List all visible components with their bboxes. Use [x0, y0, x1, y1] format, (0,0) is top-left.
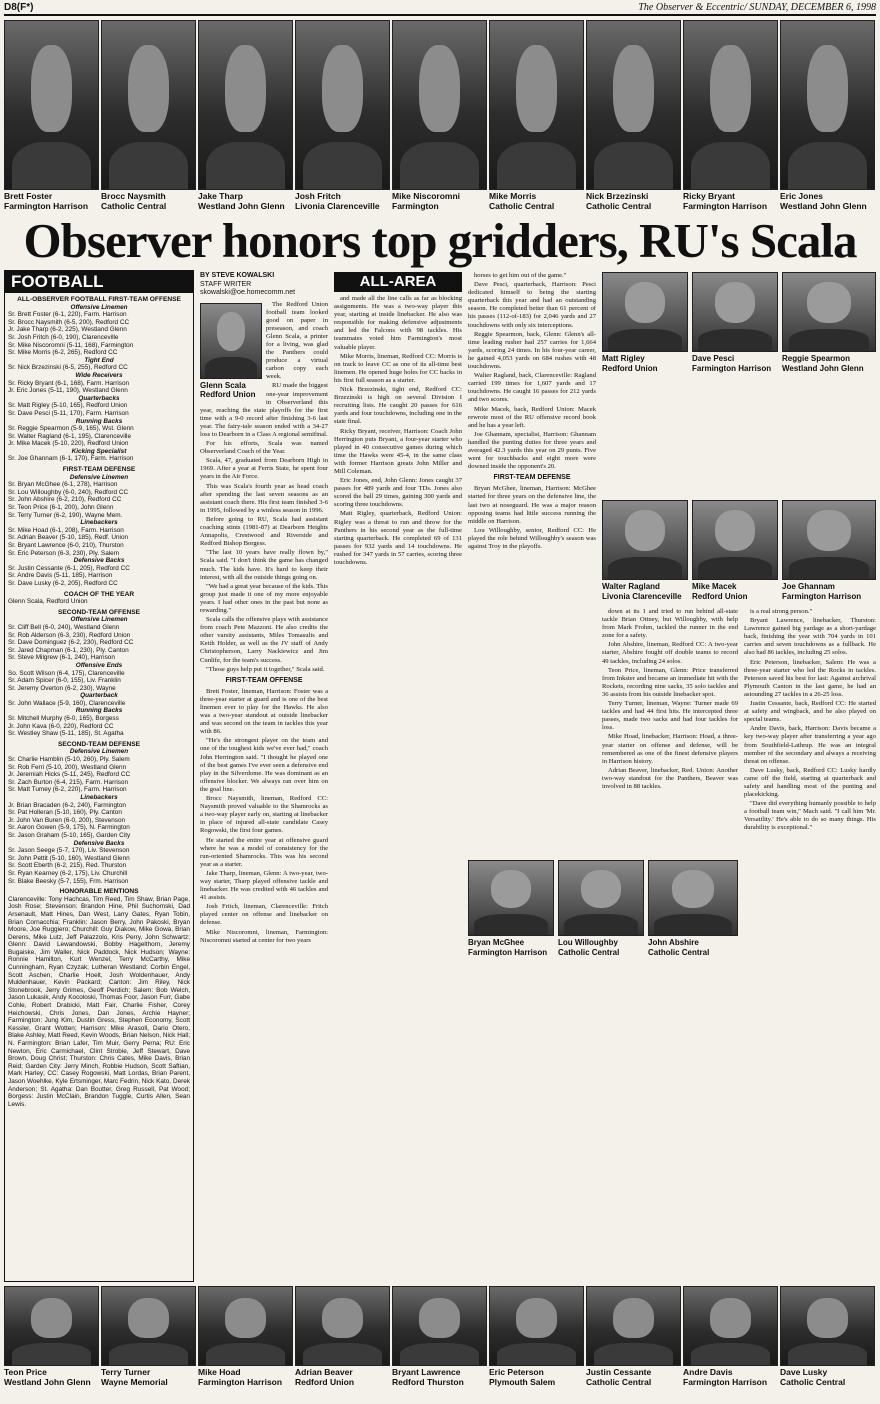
player-photo	[101, 1286, 196, 1366]
story-paragraph: RU made the biggest one-year improvement in Observerland this year, reaching the state playoffs for the first time with a 9-0 record after finishing 3-6 last year. The fairy-tale season ended with a 34-27 loss to Dearborn in a Class A regional semifinal.	[200, 382, 328, 438]
story-paragraph: Nick Brzezinski, tight end, Redford CC: Brzezinski is high on several Division I recruiting lists. He caught 20 passes for 616 yards and four touchdowns, including one in the state final.	[334, 386, 462, 426]
player-name: Mike Morris	[489, 191, 537, 201]
roster-entry: Sr. Aaron Gowen (5-9, 175), N. Farmington	[8, 824, 130, 832]
player-photo	[489, 1286, 584, 1366]
top-player-card	[489, 20, 584, 211]
story-paragraph: He started the entire year at offensive guard where he was a model of consistency for the run-oriented Shamrocks. This was his second year as a starter.	[200, 836, 328, 868]
story-paragraph: Mike Macek, back, Redford Union: Macek rewrote most of the RU offensive record book and he has a year left.	[468, 405, 596, 429]
col1-after-paragraphs	[200, 688, 328, 945]
story-paragraph: Josh Fritch, lineman, Clarenceville: Fritch played center on offense and linebacker on defense.	[200, 903, 328, 927]
player-school: Farmington Harrison	[683, 1377, 768, 1387]
roster-entry: Sr. Ricky Bryant (6-1, 168), Farm. Harrison	[8, 379, 130, 387]
roster-entry: Sr. Scott Eberth (6-2, 215), Red. Thurston	[8, 862, 127, 870]
position-label: Running Backs	[75, 417, 123, 425]
story-paragraph: "The last 10 years have really flown by," Scala said. "I don't think the game has changed much. The kids have. It's hard to keep their interest, with all the outside things going on.	[200, 549, 328, 581]
story-paragraph: Dave Lusky, back, Redford CC: Lusky hardly came off the field, starting at quarterback and safety and handling most of the punting and placekicking.	[744, 766, 876, 799]
page-label: D8(F*)	[4, 2, 34, 13]
roster-entry: Sr. Lou Willoughby (6-0, 240), Redford CC	[8, 488, 129, 496]
player-photo	[683, 20, 778, 190]
bottom-player-card	[489, 1286, 584, 1387]
honorable-mentions: Clarenceville: Tony Hachcas, Tim Reed, Tim Shaw, Brian Page, Josh Rose; Stevenson: Brandon Hine, Phil Suchomski, Dad Arsenault, Matt Hines, Dan West, Larry Gates, Ryan Tobin, Brian Cornacchia; Franklin: Jason Berry, John Pakoski, Bryan Moore, Joe Ruggiero; Churchill: Guy Diakow, Mike Gowa, Brian Derens, Mike Lutz, Jeff Palazzolo, Kris Perry, John Schwartz; Glenn: David Lewandowski, Bobby Hagelthorn, Jeremy Bugaiske, Jim Waller, Nick Paddock, Nick Hudson; Wayne: Ronnie Hamilton, Kurt Wenzel, Terry McCarthy, Mike Cunningham, Ryan Czyzak; Lutheran Westland: Corbin Engel, Scott Aschen, Charlie Hoelt, Josh Woldenhauer, Andy Muldenhauer, Kevin Packard; Canton: Jim Riley, Nick Stonebrook, Jerry Grimes, Geoff Perdich; Salem: Bob Welch, Jason Lukasik, Andy Kocoloski, Thomas Foor, Jason Furr, Gabe Cohle, Robert Drabicki, Matt Fair, Charlie Fisher, Corey Heichowski, Chris Jones, Dan Jones, Archie Hayner; Farmington: Jung Kim, Dustin Gress, Stephen Economy, Scott Kessler, Grant Wotten; Harrison: Mike Arasoll, Dario Otero, Blake Ashley, Matt Reed, Kevin Woods, Brian Nelson, Nick Hall; N. Farmington: Brian Lafer, Tim Muir, Gerry Perna; RU: Eric Newton, Eric Carmichael, Clint Strobie, Jeff Stewart, Dave Brown, Doug Christ; Thurston: Chris Cates, Mike Davis, Brian Reid; Garden City: Jerry Minch, Robbie Hudson, Scott Saftian, Mark Harley; CC: Casey Rogowski, Matt Lordas, Brian Parent, Jason Woehlke, Kyle Ertsminger, Marc Fedrin, Nick Kato, Derek Anderson; St. Agatha: Dan Boutter, Greg Russell, Pat Wood; Borgess: Justin McClain, Brandon Tuggle, Curtis Allen, Sean Lewis.	[8, 895, 190, 1108]
story-column-3	[468, 272, 596, 852]
roster-entry: Jr. John Van Buren (6-0, 200), Stevenson	[8, 816, 126, 824]
position-label: Defensive Backs	[73, 839, 125, 847]
inset-player-photo	[692, 272, 778, 352]
roster-entry: Sr. Matt Rigley (5-10, 165), Redford Union	[8, 402, 128, 410]
player-school: Westland John Glenn	[780, 201, 867, 211]
story-paragraph: Mike Morris, lineman, Redford CC: Morris is on track to leave CC as one of its all-time best linemen. He opened huge holes for CC backs in his first full season as a starter.	[334, 352, 462, 384]
roster-entry: Sr. Adam Spicer (6-0, 155), Liv. Franklin	[8, 677, 121, 685]
inset-player-photo	[782, 500, 876, 580]
masthead: The Observer & Eccentric/ SUNDAY, DECEMBER 6, 1998	[638, 2, 876, 13]
player-name: Brett Foster	[4, 191, 53, 201]
story-paragraph: Brocc Naysmith, lineman, Redford CC: Naysmith proved valuable to the Shamrocks as a two-way player early on, starting at linebacker in place of injured all-state candidate Casey Rogowski, the first four games.	[200, 795, 328, 835]
player-photo	[4, 1286, 99, 1366]
bottom-photo-row	[4, 1286, 875, 1387]
roster-entry: Sr. Mike Hoad (6-1, 208), Farm. Harrison	[8, 526, 124, 534]
story-paragraph: Walter Ragland, back, Clarenceville: Ragland carried 199 times for 1,607 yards and 17 touchdowns. He caught 16 passes for 212 yards and two scores.	[468, 372, 596, 404]
roster-entry: Sr. Bryan McGhee (6-1, 278), Harrison	[8, 481, 118, 489]
coach-photo	[200, 303, 262, 379]
inset-player-caption	[782, 354, 876, 373]
roster-entry: Jr. John Kava (6-0, 220), Redford CC	[8, 722, 114, 730]
player-school: Livonia Clarenceville	[602, 591, 682, 601]
player-school: Westland John Glenn	[782, 363, 864, 373]
roster-entry: Sr. Jason Graham (5-10, 165), Garden City	[8, 831, 131, 839]
player-school: Catholic Central	[586, 201, 652, 211]
position-label: Offensive Linemen	[70, 303, 128, 311]
story-paragraph: Eric Jones, end, John Glenn: Jones caught 37 passes for 489 yards and four TDs. Jones also scored the ball 29 times, gaining 300 yards and scoring three touchdowns.	[334, 477, 462, 509]
roster-entry: Sr. Rob Alderson (6-3, 230), Redford Union	[8, 631, 131, 639]
roster-entry: Sr. Adrian Beaver (5-10, 185), Redf. Union	[8, 534, 129, 542]
player-name: Dave Lusky	[780, 1367, 828, 1377]
story-paragraph: Justin Cessante, back, Redford CC: He started at safety and wingback, and he also played on special teams.	[744, 700, 876, 724]
bottom-player-card	[198, 1286, 293, 1387]
player-photo	[392, 1286, 487, 1366]
roster-entry: Sr. Jared Chapman (6-1, 230), Ply. Canton	[8, 646, 129, 654]
story-paragraph: "Those guys help put it together," Scala said.	[206, 665, 325, 673]
bottom-player-card	[683, 1286, 778, 1387]
player-name: Lou Willoughby	[558, 938, 618, 947]
position-label: Quarterbacks	[78, 394, 120, 402]
roster-entry: Sr. Westley Shaw (5-11, 185), St. Agatha	[8, 730, 124, 738]
player-name: Adrian Beaver	[295, 1367, 353, 1377]
player-school: Westland John Glenn	[4, 1377, 91, 1387]
story-paragraph: and made all the line calls as far as blocking assignments. He was a two-way player this year, starting at inside linebacker. He also was responsible for making defensive adjustments and led the Falcons with 98 tackles. His teammates voted him Farmington's most valuable player.	[334, 295, 462, 351]
roster-entry: Sr. Steve Milgrew (6-1, 240), Harrison	[8, 654, 115, 662]
inset-player-caption	[602, 354, 688, 373]
position-label: Offensive Linemen	[70, 616, 128, 624]
roster-entry: Sr. Nick Brzezinski (6-5, 255), Redford CC	[8, 364, 128, 372]
player-photo	[586, 20, 681, 190]
player-name: Mike Niscoromni	[392, 191, 461, 201]
sidebar-section-heading: COACH OF THE YEAR	[63, 590, 135, 598]
roster-entry: Sr. Pat Holleran (5-10, 160), Ply. Canton	[8, 809, 122, 817]
position-label: Defensive Linemen	[69, 748, 129, 756]
player-school: Wayne Memorial	[101, 1377, 168, 1387]
player-school: Catholic Central	[780, 1377, 846, 1387]
football-sidebar	[4, 270, 194, 1282]
player-name: Matt Rigley	[602, 354, 645, 363]
roster-entry: Sr. Matt Tumey (6-2, 220), Farm. Harrison	[8, 786, 127, 794]
top-player-card	[295, 20, 390, 211]
top-player-card	[198, 20, 293, 211]
player-school: Farmington Harrison	[4, 201, 89, 211]
story-paragraph: Matt Rigley, quarterback, Redford Union: Rigley was a threat to run and throw for the Panthers in his second year as the full-time starting quarterback. He completed 69 of 131 passes for 932 yards and 14 touchdowns. He rushed for 347 yards in 57 carries, scoring three touchdowns.	[334, 510, 462, 566]
byline-name: BY STEVE KOWALSKI	[200, 272, 275, 279]
roster-entry: Sr. Justin Cessante (6-1, 205), Redford CC	[8, 564, 130, 572]
player-photo	[295, 1286, 390, 1366]
top-player-card	[586, 20, 681, 211]
story-paragraph: "Dave did everything humanly possible to help a football team win," Mach said. "I call him 'Mr. Versatility.' He's able to do so many things. His durability is exceptional."	[744, 800, 876, 832]
player-school: Livonia Clarenceville	[295, 201, 380, 211]
story-paragraph: The Redford Union football team looked good on paper in preseason, and coach Glenn Scala, a printer for a living, was glad the Panthers could produce a virtual carbon copy each week.	[266, 300, 328, 381]
roster-entry: So. Scott Wilson (6-4, 175), Clarenceville	[8, 669, 125, 677]
player-name: Dave Pesci	[692, 354, 735, 363]
inset-player-caption	[692, 354, 778, 373]
sidebar-section-heading: ALL-OBSERVER FOOTBALL FIRST-TEAM OFFENSE	[17, 296, 181, 303]
story-paragraph: Before going to RU, Scala had assistant coaching stints (1981-87) at Dearborn Heights Annapolis, Crestwood and Riverside and Redford Bishop Borgess.	[200, 515, 328, 548]
player-school: Farmington Harrison	[782, 591, 862, 601]
position-label: Running Backs	[75, 707, 123, 715]
story-column-2	[334, 272, 462, 872]
roster-entry: Sr. Brocc Naysmith (6-5, 200), Redford CC	[8, 318, 130, 326]
roster-entry: Sr. Mike Niscoromni (5-11, 168), Farmington	[8, 341, 134, 349]
col3-subhead: FIRST-TEAM DEFENSE	[493, 474, 571, 482]
player-school: Catholic Central	[586, 1377, 652, 1387]
sidebar-section-heading: FIRST-TEAM DEFENSE	[62, 466, 136, 474]
top-player-card	[780, 20, 875, 211]
player-school: Plymouth Salem	[489, 1377, 556, 1387]
story-paragraph: John Abshire, lineman, Redford CC: A two-year starter, Abshire fought off double teams to record 49 tackles, including 24 solos.	[602, 641, 738, 665]
player-school: Redford Thurston	[392, 1377, 464, 1387]
top-player-card	[392, 20, 487, 211]
player-school: Catholic Central	[101, 201, 167, 211]
story-paragraph: Andre Davis, back, Harrison: Davis became a key two-way player after transferring a year ago from Southfield-Lathrup. He was an integral member of the secondary and always a receiving threat on offense.	[744, 725, 876, 765]
sidebar-title: FOOTBALL	[5, 271, 193, 293]
inset-player-caption	[692, 582, 778, 601]
story-paragraph: Bryan McGhee, lineman, Harrison: McGhee started for three years on the defensive line, the last two at noseguard. He was a major reason opposing teams had little success running the middle on Harrison.	[468, 485, 596, 525]
roster-entry: Sr. John Abshire (6-2, 210), Redford CC	[8, 496, 122, 504]
bottom-player-card	[295, 1286, 390, 1387]
coach-caption-school: Redford Union	[200, 390, 256, 399]
story-paragraph: down at its 1 and tried to run behind all-state tackle Brian Ottney, but Willoughby, with help from Mark Frohm, tackled the runner in the end zone for a safety.	[602, 608, 738, 640]
story-column-1	[200, 272, 328, 1262]
player-school: Redford Union	[295, 1377, 355, 1387]
bottom-player-card	[4, 1286, 99, 1387]
story-paragraph: Joe Ghannam, specialist, Harrison: Ghannam handled the punting duties for three years and averaged 42.3 yards this year on 29 punts. Five went for touchbacks and eight more were downed inside the opponent's 20.	[468, 430, 596, 471]
col3-after-paragraphs	[468, 485, 596, 551]
roster-entry: Sr. John Wallace (5-9, 160), Clarenceville	[8, 699, 126, 707]
story-paragraph: Lou Willoughby, senior, Redford CC: He played the role behind Willoughby's season was against Troy in the playoffs.	[468, 526, 596, 550]
position-label: Quarterback	[80, 692, 118, 700]
player-school: Redford Union	[692, 591, 748, 601]
coach-photo-box	[200, 303, 262, 401]
player-photo	[101, 20, 196, 190]
honorable-heading: HONORABLE MENTIONS	[59, 888, 139, 896]
roster-entry: Sr. Walter Ragland (6-1, 195), Clarenceville	[8, 432, 132, 440]
inset-player-caption	[558, 938, 644, 957]
player-name: Eric Peterson	[489, 1367, 544, 1377]
story-column-5	[744, 608, 876, 1258]
roster-entry: Sr. Teon Price (6-1, 200), John Glenn	[8, 504, 114, 512]
roster-entry: Jr. Brian Bracaden (6-2, 240), Farmington	[8, 801, 126, 809]
player-name: Terry Turner	[101, 1367, 151, 1377]
player-name: Reggie Spearmon	[782, 354, 851, 363]
player-school: Farmington	[392, 201, 439, 211]
roster-entry: Sr. Mike Morris (6-2, 265), Redford CC	[8, 349, 118, 357]
byline-email: skowalski@oe.homecomm.net	[200, 289, 296, 296]
inset-player-photo	[782, 272, 876, 352]
roster-entry: Jr. Jeremiah Hicks (5-11, 245), Redford CC	[8, 771, 131, 779]
story-paragraph: Teon Price, lineman, Glenn: Price transferred from Inkster and became an immediate hit with the Rockets, recording nine sacks, 35 solo tackles and 36 assists from his outside linebacker spot.	[602, 666, 738, 698]
position-label: Linebackers	[80, 794, 118, 801]
story-paragraph: "We had a great year because of the kids. This group just made it one of my more enjoyable years. I had other ones in the past but none as rewarding."	[200, 582, 328, 614]
page-header	[4, 2, 876, 16]
story-paragraph: Dave Pesci, quarterback, Harrison: Pesci dedicated himself to being the starting quarterback this year and had an outstanding season. He completed better than 61 percent of his passes (112-of-183) for 2,046 yards and 27 touchdowns with only six interceptions.	[468, 281, 596, 329]
player-photo	[198, 20, 293, 190]
player-name: Jake Tharp	[198, 191, 243, 201]
player-name: Ricky Bryant	[683, 191, 735, 201]
player-photo	[198, 1286, 293, 1366]
player-name: Mike Hoad	[198, 1367, 241, 1377]
story-paragraph: Mike Niscoromni, lineman, Farmington: Niscoromni started at center for two years	[200, 928, 328, 944]
roster-entry: Sr. Jason Seege (5-7, 170), Liv. Stevenson	[8, 847, 130, 855]
position-label: Linebackers	[80, 519, 118, 527]
roster-entry: Sr. Ryan Kearney (6-2, 175), Liv. Churchill	[8, 869, 128, 877]
roster-entry: Sr. Cliff Bell (6-0, 240), Westland Glenn	[8, 623, 120, 631]
coach-caption-name: Glenn Scala	[200, 380, 246, 390]
inset-player-photo	[602, 500, 688, 580]
headline: Observer honors top gridders, RU's Scala	[23, 213, 857, 268]
player-name: Andre Davis	[683, 1367, 733, 1377]
player-school: Farmington Harrison	[198, 1377, 283, 1387]
col1-subhead: FIRST-TEAM OFFENSE	[225, 676, 303, 684]
player-name: John Abshire	[648, 938, 699, 947]
roster-entry: Sr. Andre Davis (5-11, 185), Harrison	[8, 572, 113, 580]
story-paragraph: Ricky Bryant, receiver, Harrison: Coach John Herrington puts Bryant, a four-year starter who played in 40 consecutive games during which time the Hawks were 45-4, in the same class with former Harrison greats John Miller and Mill Coleman.	[334, 427, 462, 475]
story-paragraph: Jake Tharp, lineman, Glenn: A two-year, two-way starter, Tharp played offensive tackle and linebacker. He was credited with 46 tackles and 41 assists.	[200, 869, 328, 902]
player-school: Catholic Central	[489, 201, 555, 211]
roster-entry: Sr. Charlie Hamblin (5-10, 260), Ply. Salem	[8, 756, 130, 764]
bottom-player-card	[101, 1286, 196, 1387]
player-photo	[780, 20, 875, 190]
player-photo	[489, 20, 584, 190]
player-name: Nick Brzezinski	[586, 191, 649, 201]
roster-entry: Sr. Dave Lusky (6-2, 205), Redford CC	[8, 579, 118, 587]
player-name: Joe Ghannam	[782, 582, 835, 591]
player-name: Walter Ragland	[602, 582, 660, 591]
position-label: Offensive Ends	[75, 661, 123, 669]
all-area-label: ALL-AREA	[334, 272, 462, 292]
story-paragraph: Terry Turner, lineman, Wayne: Turner made 69 tackles and had 44 first hits. He intercepted three passes, made two sacks and had four tackles for loss.	[602, 700, 738, 732]
bottom-player-card	[392, 1286, 487, 1387]
roster-entry: Sr. Terry Turner (6-2, 190), Wayne Mem.	[8, 511, 123, 519]
story-paragraph: This was Scala's fourth year as head coach after spending the last seven seasons as an assistant coach there. His first team finished 3-6 in 1995, followed by a winless season in 1996.	[200, 482, 328, 514]
player-name: Josh Fritch	[295, 191, 341, 201]
roster-entry: Sr. Blake Beesky (5-7, 155), Frm. Harrison	[8, 877, 129, 885]
bottom-player-card	[586, 1286, 681, 1387]
position-label: Defensive Linemen	[69, 473, 129, 481]
player-photo	[780, 1286, 875, 1366]
roster-entry: Sr. Bryant Lawrence (6-0, 210), Thurston	[8, 542, 124, 549]
story-paragraph: horses to get him out of the game."	[474, 272, 567, 279]
position-label: Wide Receivers	[75, 371, 123, 379]
roster-entry: Sr. Dave Dominguez (6-2, 230), Redford CC	[8, 639, 134, 647]
top-player-card	[4, 20, 99, 211]
inset-player-caption	[648, 938, 738, 957]
bottom-player-card	[780, 1286, 875, 1387]
player-name: Bryant Lawrence	[392, 1367, 461, 1377]
story-paragraph: Scala, 47, graduated from Dearborn High in 1969. After a year at Ferris State, he spent four years in the Air Force.	[200, 457, 328, 481]
inset-player-photo	[692, 500, 778, 580]
sidebar-section-heading: SECOND-TEAM DEFENSE	[57, 740, 141, 748]
story-paragraph: Eric Peterson, linebacker, Salem: He was a three-year starter who led the Rocks in tackles. Peterson saved his best for last: Against archrival Plymouth Canton in the last game, he had an astounding 27 tackles in a 26-25 loss.	[744, 658, 876, 698]
player-school: Westland John Glenn	[198, 201, 285, 211]
roster-entry: Sr. Mitchell Murphy (6-0, 165), Borgess	[8, 715, 119, 723]
inset-player-caption	[602, 582, 688, 601]
story-paragraph: is a real strong person."	[750, 608, 813, 615]
roster-entry: Sr. Zach Burton (6-4, 215), Farm. Harrison	[8, 778, 129, 786]
player-school: Farmington Harrison	[468, 947, 548, 957]
col4-paragraphs	[602, 608, 738, 791]
player-photo	[392, 20, 487, 190]
roster-entry: Sr. Reggie Spearmon (5-9, 165), Wst. Glenn	[8, 425, 134, 433]
story-paragraph: Scala calls the offensive plays with assistance from coach Pete Mazzoni. He also credits the other varsity assistants, Miles Tomasulis and Keith Holder, as well as the JV staff of Andy Christopherson, Larry Nackiewicz and Jim Cunlife, for the team's success.	[200, 616, 328, 664]
roster-entry: Sr. Dave Pesci (5-11, 170), Farm. Harrison	[8, 409, 129, 417]
inset-player-photo	[648, 860, 738, 936]
player-name: Mike Macek	[692, 582, 737, 591]
coach-photo-caption	[200, 381, 256, 400]
player-school: Catholic Central	[558, 947, 620, 957]
story-paragraph: "He's the strongest player on the team and one of the toughest kids we've ever had," coach John Herrington said. "I thought he played one of the best games I've ever seen a defensive end play in the Silverdome. He was dominant as an offensive blocker. We always ran over him on the goal line.	[200, 737, 328, 793]
player-school: Farmington Harrison	[683, 201, 768, 211]
roster-entry: Sr. Rob Ferri (5-10, 200), Westland Glenn	[8, 763, 127, 771]
roster-entry: Jr. Eric Jones (5-11, 190), Westland Glenn	[8, 387, 128, 395]
inset-player-caption	[782, 582, 876, 601]
col3-paragraphs	[468, 272, 596, 471]
player-photo	[4, 20, 99, 190]
roster-entry: Sr. Brett Foster (6-1, 220), Farm. Harrison	[8, 311, 127, 319]
roster-entry: Jr. Jake Tharp (6-2, 225), Westland Glenn	[8, 326, 127, 334]
inset-player-photo	[468, 860, 554, 936]
top-player-card	[101, 20, 196, 211]
col5-paragraphs	[744, 608, 876, 833]
roster-entry: Jr. Mike Macek (5-10, 220), Redford Union	[8, 440, 129, 448]
byline-title: STAFF WRITER	[200, 280, 252, 288]
roster-entry: Sr. Josh Fritch (6-0, 190), Clarenceville	[8, 333, 119, 341]
top-photo-row	[4, 20, 875, 211]
player-name: Teon Price	[4, 1367, 47, 1377]
story-paragraph: For his efforts, Scala was named Observerland Coach of the Year.	[200, 440, 328, 456]
player-school: Farmington Harrison	[692, 363, 772, 373]
player-name: Bryan McGhee	[468, 938, 525, 947]
col2-paragraphs	[334, 295, 462, 567]
story-paragraph: Mike Hoad, linebacker, Harrison: Hoad, a three-year starter on offense and defense, will be remembered as one of the finest defensive players in Harrison history.	[602, 733, 738, 765]
player-name: Brocc Naysmith	[101, 191, 166, 201]
roster-entry: Sr. Joe Ghannam (6-1, 170), Farm. Harrison	[8, 455, 134, 463]
story-paragraph: Brett Foster, lineman, Harrison: Foster was a three-year starter at guard and is one of the best linemen ever to play for the Hawks. He also was a two-year standout at outside linebacker and was second on the team in tackles this year with 86.	[200, 687, 328, 736]
roster-entry: Sr. Eric Peterson (6-3, 230), Ply. Salem	[8, 549, 120, 557]
player-name: Eric Jones	[780, 191, 823, 201]
roster-entry: Glenn Scala, Redford Union	[8, 598, 88, 606]
roster-entry: Sr. John Pettit (5-10, 160), Westland Glenn	[8, 854, 130, 862]
sidebar-section-heading: SECOND-TEAM OFFENSE	[57, 608, 141, 616]
roster-entry: Sr. Jeremy Overton (6-2, 230), Wayne	[8, 684, 116, 692]
player-photo	[586, 1286, 681, 1366]
position-label: Tight End	[84, 356, 114, 364]
player-school: Catholic Central	[648, 947, 710, 957]
player-name: Justin Cessante	[586, 1367, 652, 1377]
sidebar-sections	[5, 296, 193, 885]
position-label: Kicking Specialist	[71, 447, 127, 455]
inset-player-caption	[468, 938, 554, 957]
inset-player-photo	[602, 272, 688, 352]
player-photo	[683, 1286, 778, 1366]
position-label: Defensive Backs	[73, 557, 125, 565]
story-paragraph: Adrian Beaver, linebacker, Red. Union: Another two-way standout for the Panthers, Beaver was involved in 88 tackles.	[602, 766, 738, 790]
player-school: Redford Union	[602, 363, 658, 373]
story-paragraph: Reggie Spearmon, back, Glenn: Glenn's all-time leading rusher had 257 carries for 1,664 yards, scoring 24 times. In his four-year career, he gained 4,053 yards on 684 rushes with 48 touchdowns.	[468, 330, 596, 371]
story-paragraph: Bryant Lawrence, linebacker, Thurston: Lawrence gained big yardage as a short-yardage back, finishing the year with 704 yards in 101 carries and seven touchdowns as a fullback. He also had 86 tackles, including 25 solos.	[744, 617, 876, 657]
story-column-4	[602, 608, 738, 842]
top-player-card	[683, 20, 778, 211]
inset-player-photo	[558, 860, 644, 936]
player-photo	[295, 20, 390, 190]
